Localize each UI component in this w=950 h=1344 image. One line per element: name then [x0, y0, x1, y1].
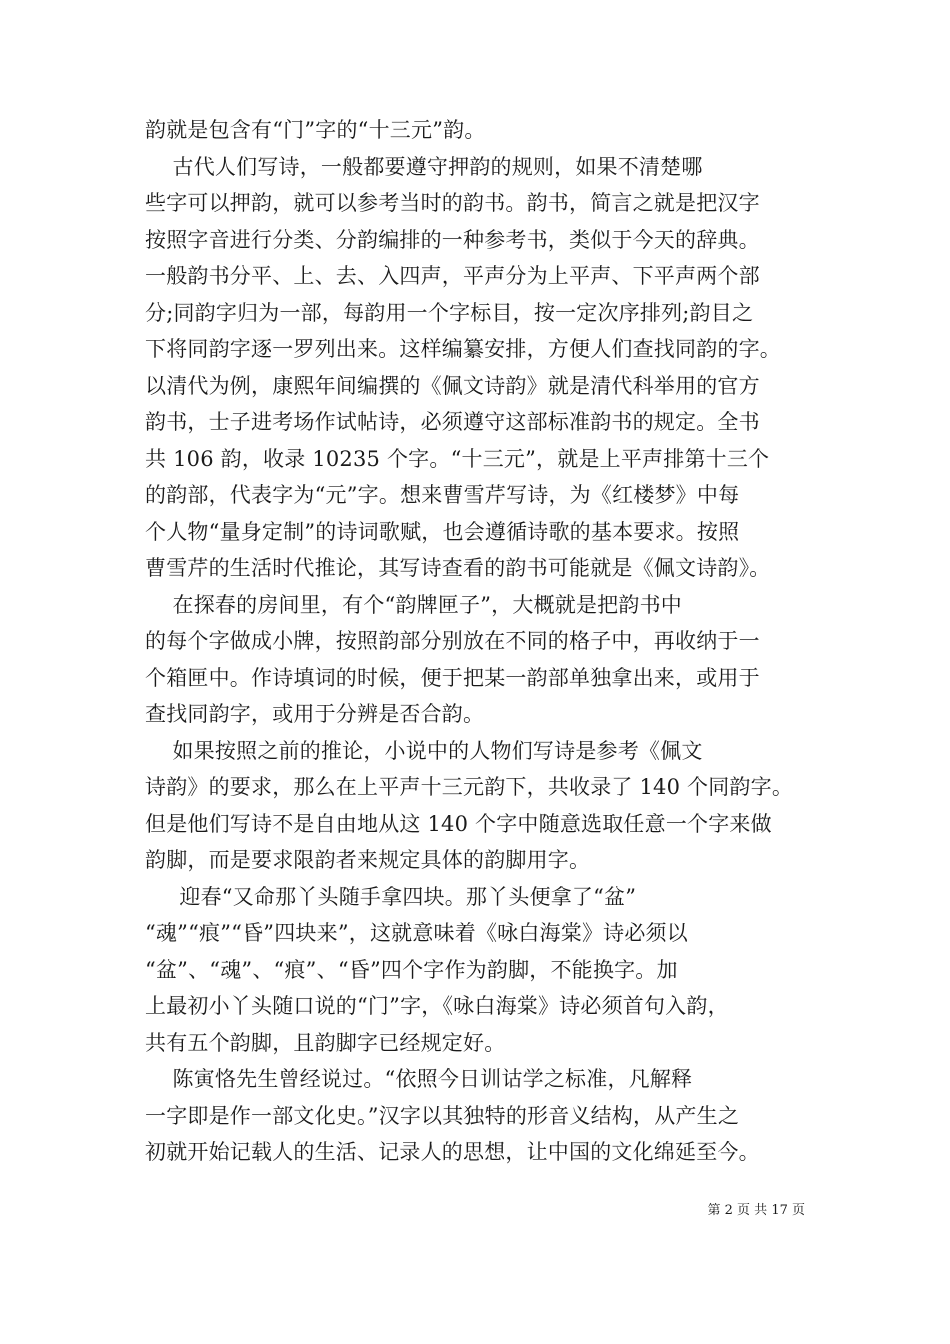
body-line	[145, 879, 815, 916]
paragraph-text: 迎春“又命那丫头随手拿四块。那丫头便拿了“盆”	[179, 884, 637, 909]
body-line: 一般韵书分平、上、去、入四声，平声分为上平声、下平声两个部	[145, 264, 760, 288]
body-line: 上最初小丫头随口说的“门”字，《咏白海棠》诗必须首句入韵，	[145, 994, 729, 1018]
body-line: 韵就是包含有“门”字的“十三元”韵。	[145, 118, 486, 142]
body-line: 些字可以押韵，就可以参考当时的韵书。韵书，简言之就是把汉字	[145, 191, 760, 215]
body-line: 按照字音进行分类、分韵编排的一种参考书，类似于今天的辞典。	[145, 227, 760, 252]
body-line: 以清代为例，康熙年间编撰的《佩文诗韵》就是清代科举用的官方	[145, 373, 760, 398]
body-line: 分;同韵字归为一部，每韵用一个字标目，按一定次序排列;韵目之	[145, 300, 754, 325]
paragraph-indent	[145, 885, 179, 909]
body-line: “盆”、“魂”、“痕”、“昏”四个字作为韵脚，不能换字。加	[145, 957, 678, 982]
body-line: 韵脚，而是要求限韵者来规定具体的韵脚用字。	[145, 848, 591, 872]
body-line: 初就开始记载人的生活、记录人的思想，让中国的文化绵延至今。	[145, 1140, 760, 1164]
body-line: 共 106 韵，收录 10235 个字。“十三元”，就是上平声排第十三个	[145, 446, 770, 471]
document-body	[145, 112, 815, 1171]
body-line	[145, 587, 815, 624]
body-line	[145, 1061, 815, 1098]
body-line: 个人物“量身定制”的诗词歌赋，也会遵循诗歌的基本要求。按照	[145, 519, 740, 544]
paragraph-text: 如果按照之前的推论，小说中的人物们写诗是参考《佩文	[172, 738, 703, 763]
body-line	[145, 149, 815, 186]
body-line: 共有五个韵脚，且韵脚字已经规定好。	[145, 1030, 506, 1055]
paragraph-text: 在探春的房间里，有个“韵牌匣子”，大概就是把韵书中	[172, 592, 682, 617]
paragraph-indent	[145, 1067, 173, 1091]
body-line: 韵书，士子进考场作试帖诗，必须遵守这部标准韵书的规定。全书	[145, 410, 760, 434]
body-line: 一字即是作一部文化史。”汉字以其独特的形音义结构，从产生之	[145, 1103, 740, 1128]
body-line: 下将同韵字逐一罗列出来。这样编纂安排，方便人们查找同韵的字。	[145, 337, 781, 361]
paragraph-text: 陈寅恪先生曾经说过。“依照今日训诂学之标准，凡解释	[172, 1067, 693, 1091]
body-line: 个箱匣中。作诗填词的时候，便于把某一韵部单独拿出来，或用于	[145, 665, 760, 690]
body-line: “魂”“痕”“昏”四块来”，这就意味着《咏白海棠》诗必须以	[145, 921, 688, 945]
page-number-footer: 第 2 页 共 17 页	[707, 1203, 805, 1218]
paragraph-indent	[145, 593, 173, 617]
body-line	[145, 733, 815, 770]
paragraph-text: 古代人们写诗，一般都要遵守押韵的规则，如果不清楚哪	[172, 154, 703, 179]
body-line: 的每个字做成小牌，按照韵部分别放在不同的格子中，再收纳于一	[145, 629, 760, 653]
body-line: 但是他们写诗不是自由地从这 140 个字中随意选取任意一个字来做	[145, 811, 772, 836]
body-line: 查找同韵字，或用于分辨是否合韵。	[145, 702, 485, 726]
body-line: 的韵部，代表字为“元”字。想来曹雪芹写诗，为《红楼梦》中每	[145, 483, 740, 507]
body-line: 诗韵》的要求，那么在上平声十三元韵下，共收录了 140 个同韵字。	[145, 775, 794, 799]
paragraph-indent	[145, 739, 173, 763]
paragraph-indent	[145, 155, 173, 179]
body-line: 曹雪芹的生活时代推论，其写诗查看的韵书可能就是《佩文诗韵》。	[145, 556, 771, 580]
